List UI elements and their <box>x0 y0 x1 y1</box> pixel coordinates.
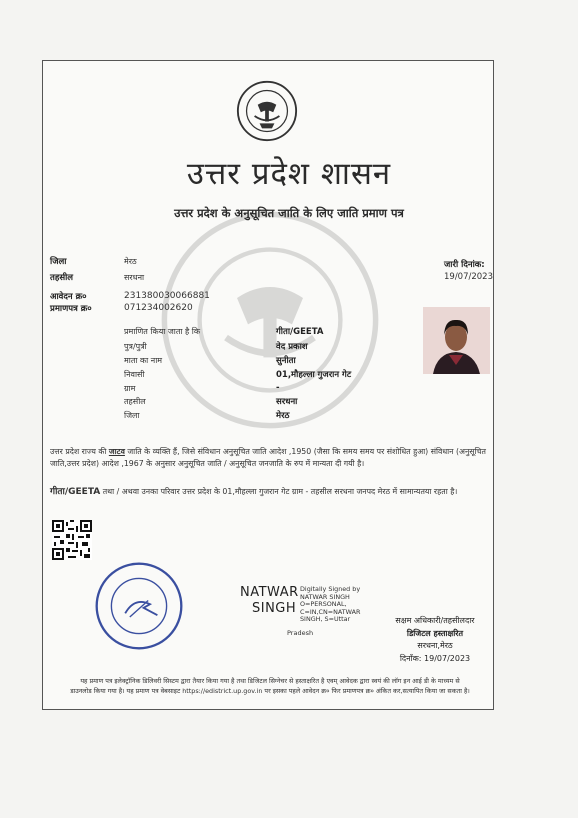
caste-name: जाटव <box>108 447 125 456</box>
watermark-emblem <box>160 210 380 430</box>
issuing-officer-block <box>380 615 490 665</box>
verification-footer: यह प्रमाण पत्र इलेक्ट्रॉनिक डिलिवरी सिस्टम द्वारा तैयार किया गया है तथा डिजिटल सिग्नेचर से हस्ताक्षरित है एवम् आवेदक द्वारा स्वयं की लॉग इन आई डी के माध्यम से डाउनलोड किया गया है। यह प्रमाण पत्र वेबसाइट https://edistrict.up.gov.in पर इसका पहले आवेदन क्र० फिर प्रमाणपत्र क्र० अंकित कर,सत्यापित किया जा सकता है। <box>70 677 470 695</box>
resident-label: निवासी <box>124 370 145 379</box>
mother-label: माता का नाम <box>124 356 163 365</box>
certificate-number: 071234002620 <box>124 303 193 313</box>
document-title: उत्तर प्रदेश शासन <box>186 156 392 192</box>
residence-paragraph: गीता/GEETA तथा / अथवा उनका परिवार उत्तर प्रदेश के 01,मौहल्ला गुजरान गेट ग्राम - तहसील सरधना जनपद मेरठ में सामान्यतया रहता है। <box>50 487 458 497</box>
parent-value: वेद प्रकाश <box>276 342 308 352</box>
issue-date-label: जारी दिनांक: <box>444 260 485 270</box>
village-label: ग्राम <box>124 384 136 393</box>
certify-label: प्रमाणित किया जाता है कि <box>124 327 201 336</box>
up-government-emblem <box>236 80 298 142</box>
certificate-label: प्रमाणपत्र क्र० <box>50 304 92 314</box>
village-value: - <box>276 383 280 393</box>
tehsil2-value: सरधना <box>276 397 298 407</box>
issue-date-value: 19/07/2023 <box>444 272 493 282</box>
tehsil2-label: तहसील <box>124 397 146 406</box>
district2-value: मेरठ <box>276 411 290 421</box>
signer-name: NATWAR SINGH <box>240 585 299 616</box>
digitally-signed-label: डिजिटल हस्ताक्षरित <box>406 628 464 638</box>
tehsil-value: सरधना <box>124 273 145 282</box>
resident-value: 01,मौहल्ला गुजरान गेट <box>276 370 352 380</box>
district-label: जिला <box>50 257 67 267</box>
district-value: मेरठ <box>124 257 137 266</box>
signature-state: Pradesh <box>287 629 314 637</box>
qr-code <box>52 520 92 560</box>
mother-value: सुनीता <box>276 356 296 366</box>
person-name: गीता/GEETA <box>276 327 324 337</box>
application-label: आवेदन क्र० <box>50 292 87 302</box>
person-name-bold: गीता/GEETA <box>50 487 101 497</box>
office-stamp <box>93 560 185 652</box>
parent-label: पुत्र/पुत्री <box>124 342 147 351</box>
application-number: 231380030066881 <box>124 291 210 301</box>
caste-paragraph: उत्तर प्रदेश राज्य की जाटव जाति के व्यक्ति हैं, जिसे संविधान अनुसूचित जाति आदेश ,1950 (जैसा कि समय समय पर संशोधित हुआ) संविधान (अनुसूचित जाति,उत्तर प्रदेश) आदेश ,1967 के अनुसार अनुसूचित जाति / अनुसूचित जनजाति के रुप में मान्यता दी गयी है। <box>50 447 486 468</box>
district2-label: जिला <box>124 411 140 420</box>
digital-signature-details: Digitally Signed by NATWAR SINGH O=PERSONAL, C=IN,CN=NATWAR SINGH, S=Uttar <box>300 585 361 623</box>
officer-date: दिनाँक: 19/07/2023 <box>399 653 471 663</box>
tehsil-label: तहसील <box>50 273 74 283</box>
officer-location: सरधना,मेरठ <box>417 641 453 650</box>
officer-designation: सक्षम अधिकारी/तहसीलदार <box>395 616 475 625</box>
document-subtitle: उत्तर प्रदेश के अनुसूचित जाति के लिए जाति प्रमाण पत्र <box>174 206 404 220</box>
applicant-photo <box>423 307 490 374</box>
